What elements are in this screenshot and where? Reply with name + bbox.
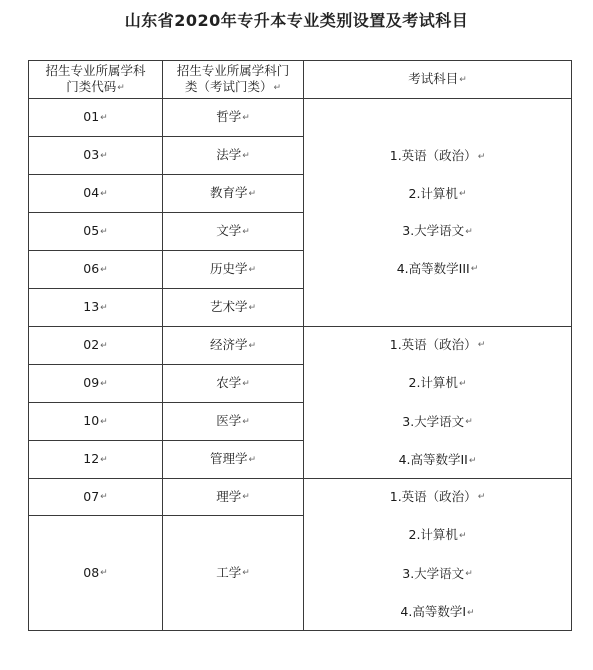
code-cell [29,516,163,631]
subject-text: 3.大学语文 [402,223,465,238]
code-cell [29,365,163,403]
category-text: 管理学 [209,451,248,467]
subject-item [304,489,571,506]
category-text: 哲学 [216,109,242,125]
return-mark: ↵ [100,492,108,503]
category-text: 艺术学 [209,299,248,315]
return-mark: ↵ [242,150,250,161]
header-subjects-text: 考试科目 [408,71,459,87]
header-code-cell [29,61,163,99]
return-mark: ↵ [242,112,250,123]
code-text: 06 [83,261,100,277]
category-text: 农学 [216,375,242,391]
return-mark: ↵ [100,302,108,313]
code-text: 01 [83,109,100,125]
category-text: 工学 [216,564,242,580]
header-category-text: 招生专业所属学科门类（考试门类） [176,63,290,95]
return-mark: ↵ [467,607,475,618]
return-mark: ↵ [468,455,477,466]
code-text: 13 [83,299,100,315]
return-mark: ↵ [100,340,108,351]
return-mark: ↵ [100,568,108,579]
return-mark: ↵ [465,569,473,579]
category-cell [163,289,304,327]
category-cell [163,99,304,137]
code-text: 02 [83,337,100,353]
return-mark: ↵ [100,416,108,427]
subject-text: 1.英语（政治） [389,336,477,352]
subject-text: 3.大学语文 [402,413,465,429]
subject-list [304,337,571,469]
code-cell [29,213,163,251]
table-row [29,99,572,137]
category-cell [163,365,304,403]
document-title: 山东省2020年专升本专业类别设置及考试科目 [124,11,469,30]
category-text: 历史学 [209,261,248,277]
code-cell [29,479,163,516]
table-row [29,479,572,516]
subject-list [304,489,571,621]
subject-text: 1.英语（政治） [389,148,477,163]
return-mark: ↵ [242,568,250,579]
subject-text: 2.计算机 [408,375,458,390]
subject-item [304,527,571,544]
return-mark: ↵ [465,226,473,237]
return-mark: ↵ [242,378,250,389]
code-cell [29,99,163,137]
category-cell [163,479,304,516]
code-text: 08 [83,564,100,580]
code-cell [29,441,163,479]
return-mark: ↵ [248,188,257,199]
subject-item [304,375,571,392]
code-text: 07 [83,488,100,504]
return-mark: ↵ [477,340,486,350]
category-cell [163,213,304,251]
return-mark: ↵ [470,264,479,274]
subject-list [304,148,571,277]
category-cell [163,403,304,441]
code-text: 10 [83,413,100,429]
subject-text: 3.大学语文 [402,565,465,581]
code-cell [29,327,163,365]
return-mark: ↵ [477,492,486,502]
subject-item [304,186,571,203]
return-mark: ↵ [100,226,108,237]
return-mark: ↵ [465,417,473,427]
code-cell [29,137,163,175]
return-mark: ↵ [477,151,486,162]
return-mark: ↵ [242,416,250,427]
return-mark: ↵ [100,188,108,199]
code-cell [29,175,163,213]
category-cell [163,137,304,175]
category-cell [163,251,304,289]
subject-text: 4.高等数学III [396,260,470,276]
code-text: 04 [83,185,100,201]
code-text: 05 [83,223,100,239]
category-text: 文学 [216,223,242,239]
subject-item [304,223,571,240]
subjects-cell [304,99,572,327]
category-cell [163,441,304,479]
subjects-cell [304,327,572,479]
return-mark: ↵ [458,378,467,389]
return-mark: ↵ [117,82,125,93]
subjects-cell [304,479,572,631]
subject-item [304,261,571,278]
subject-text: 2.计算机 [408,185,458,201]
category-text: 教育学 [209,185,248,201]
return-mark: ↵ [100,150,108,161]
return-mark: ↵ [242,226,250,237]
return-mark: ↵ [100,264,108,275]
code-cell [29,289,163,327]
subject-item [304,148,571,165]
subject-text: 4.高等数学I [400,604,467,619]
return-mark: ↵ [458,530,467,541]
code-text: 12 [83,451,100,467]
category-text: 医学 [216,413,242,429]
return-mark: ↵ [459,74,467,85]
category-text: 经济学 [209,337,248,353]
return-mark: ↵ [100,112,108,123]
return-mark: ↵ [242,492,250,503]
subject-item [304,414,571,431]
exam-subjects-table [28,60,572,631]
code-text: 03 [83,147,100,163]
return-mark: ↵ [248,264,257,275]
return-mark: ↵ [100,378,108,389]
subject-item [304,604,571,621]
code-cell [29,403,163,441]
return-mark: ↵ [248,454,257,465]
header-category-cell [163,61,304,99]
return-mark: ↵ [100,454,108,465]
table-row [29,327,572,365]
return-mark: ↵ [273,82,282,93]
category-cell [163,175,304,213]
header-code-text: 招生专业所属学科门类代码 [45,63,146,95]
subject-text: 4.高等数学II [398,452,468,467]
table-header-row [29,61,572,99]
subject-item [304,452,571,469]
return-mark: ↵ [248,340,257,351]
header-subjects-cell [304,61,572,99]
category-cell [163,516,304,631]
category-cell [163,327,304,365]
return-mark: ↵ [248,302,257,313]
code-text: 09 [83,375,100,391]
return-mark: ↵ [458,189,467,199]
subject-item [304,337,571,354]
subject-item [304,566,571,583]
subject-text: 2.计算机 [408,527,458,542]
category-text: 理学 [216,488,242,504]
code-cell [29,251,163,289]
subject-text: 1.英语（政治） [389,488,477,504]
category-text: 法学 [216,147,242,163]
